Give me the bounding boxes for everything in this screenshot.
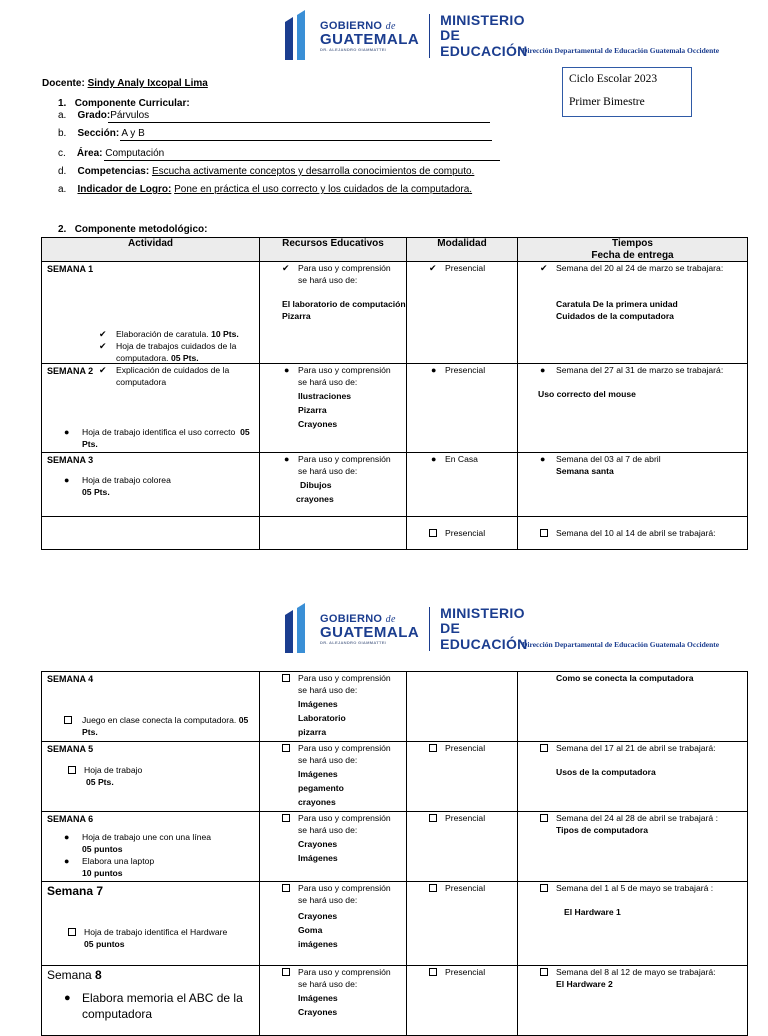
section-title: Componente Curricular: [74, 98, 190, 109]
check-icon: ✔ [282, 263, 290, 273]
table-row [42, 517, 748, 550]
resource-intro: Para uso y comprensión [298, 883, 391, 893]
bullet-icon: ● [64, 856, 70, 866]
indicador-letter: a. [58, 184, 67, 195]
checkbox-icon [282, 884, 290, 894]
ciclo-escolar-box [562, 67, 692, 117]
tema-text: El Hardware 1 [564, 907, 621, 917]
resource-intro: Para uso y comprensión [298, 743, 391, 753]
componente-metodologico-heading [58, 224, 207, 235]
government-logo [282, 8, 537, 64]
semana-label [47, 968, 102, 982]
checkbox-icon [540, 814, 548, 824]
resource-intro: Para uso y comprensión [298, 454, 391, 464]
seccion-underline [120, 140, 492, 141]
modalidad-value: Presencial [445, 528, 486, 538]
tiempo-text: Semana del 10 al 14 de abril se trabajará: [556, 528, 716, 538]
semana-label: Semana 7 [47, 884, 104, 898]
resource-item: Pizarra [298, 405, 327, 415]
guatemala-emblem-icon [282, 10, 314, 62]
grado-value: Párvulos [110, 110, 150, 121]
modalidad-value: En Casa [445, 454, 478, 464]
tema-text: Semana santa [556, 466, 614, 476]
tiempo-text: Semana del 24 al 28 de abril se trabajará : [556, 813, 718, 823]
resource-intro: se hará uso de: [298, 377, 358, 387]
checkbox-icon [64, 716, 72, 726]
guatemala-text: GUATEMALA [320, 623, 420, 641]
table-row [42, 882, 748, 966]
resource-intro: se hará uso de: [298, 825, 358, 835]
area-letter: c. [58, 148, 66, 159]
docente-name: Sindy Analy Ixcopal Lima [87, 78, 208, 89]
bullet-icon: ● [540, 454, 546, 464]
activity-text: Elaboración de caratula. [116, 329, 209, 339]
tiempo-text: Semana del 8 al 12 de mayo se trabajará: [556, 967, 716, 977]
checkbox-icon [429, 744, 437, 754]
bullet-icon: ● [64, 475, 70, 485]
activity-points: 05 Pts. [170, 353, 199, 363]
seccion-label: Sección: [77, 128, 120, 139]
section-number: 1. [58, 98, 67, 109]
activity-points: 05 puntos [82, 844, 123, 854]
checkbox-icon [540, 884, 548, 894]
resource-item: Ilustraciones [298, 391, 352, 401]
activity-points: Pts. [82, 439, 98, 449]
direccion-departamental: Dirección Departamental de Educación Guatemala Occidente [522, 46, 720, 55]
activity-text: Explicación de cuidados de la [116, 365, 230, 375]
resource-intro: se hará uso de: [298, 895, 358, 905]
seccion-letter: b. [58, 128, 67, 139]
activity-text: Hoja de trabajo colorea [82, 475, 171, 485]
tema-text: Caratula De la primera unidad [556, 299, 678, 309]
semana-label: SEMANA 4 [47, 674, 94, 684]
docente-row [42, 78, 214, 89]
header-recursos: Recursos Educativos [260, 238, 407, 262]
resource-item: Crayones [298, 839, 338, 849]
tema-text: Tipos de computadora [556, 825, 648, 835]
header-fecha-label: Fecha de entrega [591, 249, 674, 261]
resource-item: crayones [298, 797, 336, 807]
activity-points: Pts. [82, 727, 98, 737]
checkbox-icon [429, 529, 437, 539]
resource-intro: Para uso y comprensión [298, 967, 391, 977]
gobierno-de-text: de [385, 613, 396, 625]
activity-text: computadora [116, 377, 167, 387]
resource-item: Imágenes [298, 853, 338, 863]
section2-number: 2. [58, 224, 67, 235]
bullet-icon: ● [431, 365, 437, 375]
semana-label: SEMANA 2 [47, 366, 94, 376]
activity-points: 10 Pts. [211, 329, 239, 339]
bullet-icon: ● [64, 427, 70, 437]
activity-text: Hoja de trabajo une con una línea [82, 832, 212, 842]
tema-text: Cuidados de la computadora [556, 311, 674, 321]
activity-text: Juego en clase conecta la computadora. [82, 715, 237, 725]
tiempo-text: Semana del 1 al 5 de mayo se trabajará : [556, 883, 714, 893]
resource-item: El laboratorio de computación [282, 299, 406, 309]
semana-label: SEMANA 1 [47, 264, 94, 274]
tiempo-text: Semana del 20 al 24 de marzo se trabajara: [556, 263, 724, 273]
educacion-text: EDUCACIÓN [440, 42, 528, 59]
area-label: Área: [76, 148, 103, 159]
logo-divider [429, 14, 430, 58]
modalidad-value: Presencial [445, 813, 486, 823]
planning-table-2 [41, 671, 748, 1036]
resource-item: Dibujos [300, 480, 332, 490]
indicador-label: Indicador de Logro: [77, 184, 172, 195]
seccion-value: A y B [121, 128, 145, 139]
resource-item: Goma [298, 925, 323, 935]
table-row [42, 672, 748, 742]
guatemala-emblem-icon [282, 603, 314, 655]
modalidad-value: Presencial [445, 263, 486, 273]
activity-text: Hoja de trabajo identifica el Hardware [84, 927, 228, 937]
check-icon: ✔ [99, 341, 107, 351]
modalidad-value: Presencial [445, 967, 486, 977]
logo-divider [429, 607, 430, 651]
checkbox-icon [282, 814, 290, 824]
gobierno-text: GOBIERNO [320, 19, 383, 32]
resource-item: Pizarra [282, 311, 311, 321]
resource-item: Imágenes [298, 769, 338, 779]
resource-item: Crayones [298, 419, 338, 429]
table-header-row [42, 238, 748, 262]
check-icon: ✔ [99, 329, 107, 339]
document-page-2 [0, 580, 768, 1024]
bullet-icon: ● [64, 992, 71, 1004]
table-row [42, 262, 748, 364]
tema-text: Usos de la computadora [556, 767, 656, 777]
grado-row [58, 110, 149, 121]
semana-word: Semana [47, 968, 96, 982]
page-header [0, 0, 768, 65]
competencias-label: Competencias: [77, 166, 150, 177]
resource-intro: se hará uso de: [298, 275, 358, 285]
table-row [42, 453, 748, 517]
area-underline [104, 160, 500, 161]
resource-item: Crayones [298, 911, 338, 921]
competencias-letter: d. [58, 166, 67, 177]
tema-text: El Hardware 2 [556, 979, 613, 989]
resource-intro: Para uso y comprensión [298, 673, 391, 683]
checkbox-icon [282, 744, 290, 754]
activity-text: Hoja de trabajo [84, 765, 143, 775]
check-icon: ✔ [99, 365, 107, 375]
activity-points: 05 Pts. [86, 777, 114, 787]
resource-intro: se hará uso de: [298, 466, 358, 476]
president-text: DR. ALEJANDRO GIAMMATTEI [320, 639, 387, 645]
table-row [42, 966, 748, 1036]
activity-text: Hoja de trabajos cuidados de la [116, 341, 237, 351]
table-row [42, 812, 748, 882]
indicador-value: Pone en práctica el uso correcto y los cuidados de la computadora. [174, 184, 473, 195]
direccion-departamental: Dirección Departamental de Educación Guatemala Occidente [522, 640, 720, 649]
header-actividad: Actividad [42, 238, 260, 262]
resource-intro: se hará uso de: [298, 979, 358, 989]
tiempo-text: Semana del 27 al 31 de marzo se trabajará: [556, 365, 724, 375]
header-tiempos [518, 238, 748, 262]
area-value: Computación [105, 148, 165, 159]
componente-curricular-heading [58, 98, 190, 109]
semana-label: SEMANA 3 [47, 455, 94, 465]
tema-text: Uso correcto del mouse [538, 389, 636, 399]
semana-number: 8 [95, 968, 102, 982]
area-row [58, 148, 164, 159]
bimestre-label: Primer Bimestre [569, 96, 645, 108]
ciclo-escolar-label: Ciclo Escolar 2023 [569, 73, 658, 85]
activity-text: Hoja de trabajo identifica el uso correcto [82, 427, 236, 437]
header-tiempos-label: Tiempos [612, 238, 653, 249]
resource-intro: se hará uso de: [298, 755, 358, 765]
checkbox-icon [68, 766, 76, 776]
indicador-row [58, 184, 472, 195]
table-row [42, 742, 748, 812]
checkbox-icon [540, 968, 548, 978]
activity-text: computadora [82, 1007, 153, 1021]
checkbox-icon [68, 928, 76, 938]
planning-table-1 [41, 237, 748, 550]
resource-item: imágenes [298, 939, 338, 949]
resource-intro: se hará uso de: [298, 685, 358, 695]
activity-points: 05 [240, 427, 250, 437]
section2-title: Componente metodológico: [74, 224, 208, 235]
modalidad-value: Presencial [445, 743, 486, 753]
page-header [0, 580, 768, 652]
activity-text: Elabora memoria el ABC de la [82, 991, 243, 1005]
semana-label: SEMANA 5 [47, 744, 94, 754]
ministerio-text: MINISTERIO DE [440, 11, 525, 44]
activity-text: computadora. [116, 353, 169, 363]
modalidad-value: Presencial [445, 365, 486, 375]
bullet-icon: ● [284, 454, 290, 464]
tiempo-text: Semana del 17 al 21 de abril se trabajará: [556, 743, 716, 753]
bullet-icon: ● [64, 832, 70, 842]
president-text: DR. ALEJANDRO GIAMMATTEI [320, 46, 387, 52]
bullet-icon: ● [284, 365, 290, 375]
gobierno-de-text: de [385, 20, 396, 32]
guatemala-text: GUATEMALA [320, 30, 420, 48]
resource-intro: Para uso y comprensión [298, 365, 391, 375]
grado-letter: a. [58, 110, 67, 121]
check-icon: ✔ [540, 263, 548, 273]
activity-points: 05 Pts. [82, 487, 110, 497]
activity-points: 05 puntos [84, 939, 125, 949]
checkbox-icon [429, 814, 437, 824]
semana-label: SEMANA 6 [47, 814, 94, 824]
tema-text: Como se conecta la computadora [556, 673, 694, 683]
grado-label: Grado: [77, 110, 111, 121]
resource-item: Crayones [298, 1007, 338, 1017]
bullet-icon: ● [431, 454, 437, 464]
gobierno-text: GOBIERNO [320, 612, 383, 625]
resource-intro: Para uso y comprensión [298, 813, 391, 823]
checkbox-icon [429, 884, 437, 894]
bullet-icon: ● [540, 365, 546, 375]
checkbox-icon [282, 968, 290, 978]
activity-points: 05 [238, 715, 249, 725]
resource-item: pegamento [298, 783, 344, 793]
competencias-value: Escucha activamente conceptos y desarrolla conocimientos de computo. [151, 166, 475, 177]
header-modalidad: Modalidad [407, 238, 518, 262]
modalidad-value: Presencial [445, 883, 486, 893]
resource-intro: Para uso y comprensión [298, 263, 391, 273]
resource-item: crayones [296, 494, 334, 504]
checkbox-icon [282, 674, 290, 684]
checkbox-icon [540, 744, 548, 754]
tiempo-text: Semana del 03 al 7 de abril [556, 454, 661, 464]
resource-item: Imágenes [298, 699, 338, 709]
docente-label: Docente: [42, 78, 85, 89]
checkbox-icon [540, 529, 548, 539]
checkbox-icon [429, 968, 437, 978]
grado-underline [108, 122, 490, 123]
government-logo [282, 601, 537, 657]
educacion-text: EDUCACIÓN [440, 635, 528, 652]
activity-text: Elabora una laptop [82, 856, 155, 866]
check-icon: ✔ [429, 263, 437, 273]
table-row [42, 364, 748, 453]
activity-points: 10 puntos [82, 868, 123, 878]
resource-item: pizarra [298, 727, 327, 737]
resource-item: Laboratorio [298, 713, 346, 723]
competencias-row [58, 166, 474, 177]
ministerio-text: MINISTERIO DE [440, 604, 525, 637]
seccion-row [58, 128, 145, 139]
resource-item: Imágenes [298, 993, 338, 1003]
